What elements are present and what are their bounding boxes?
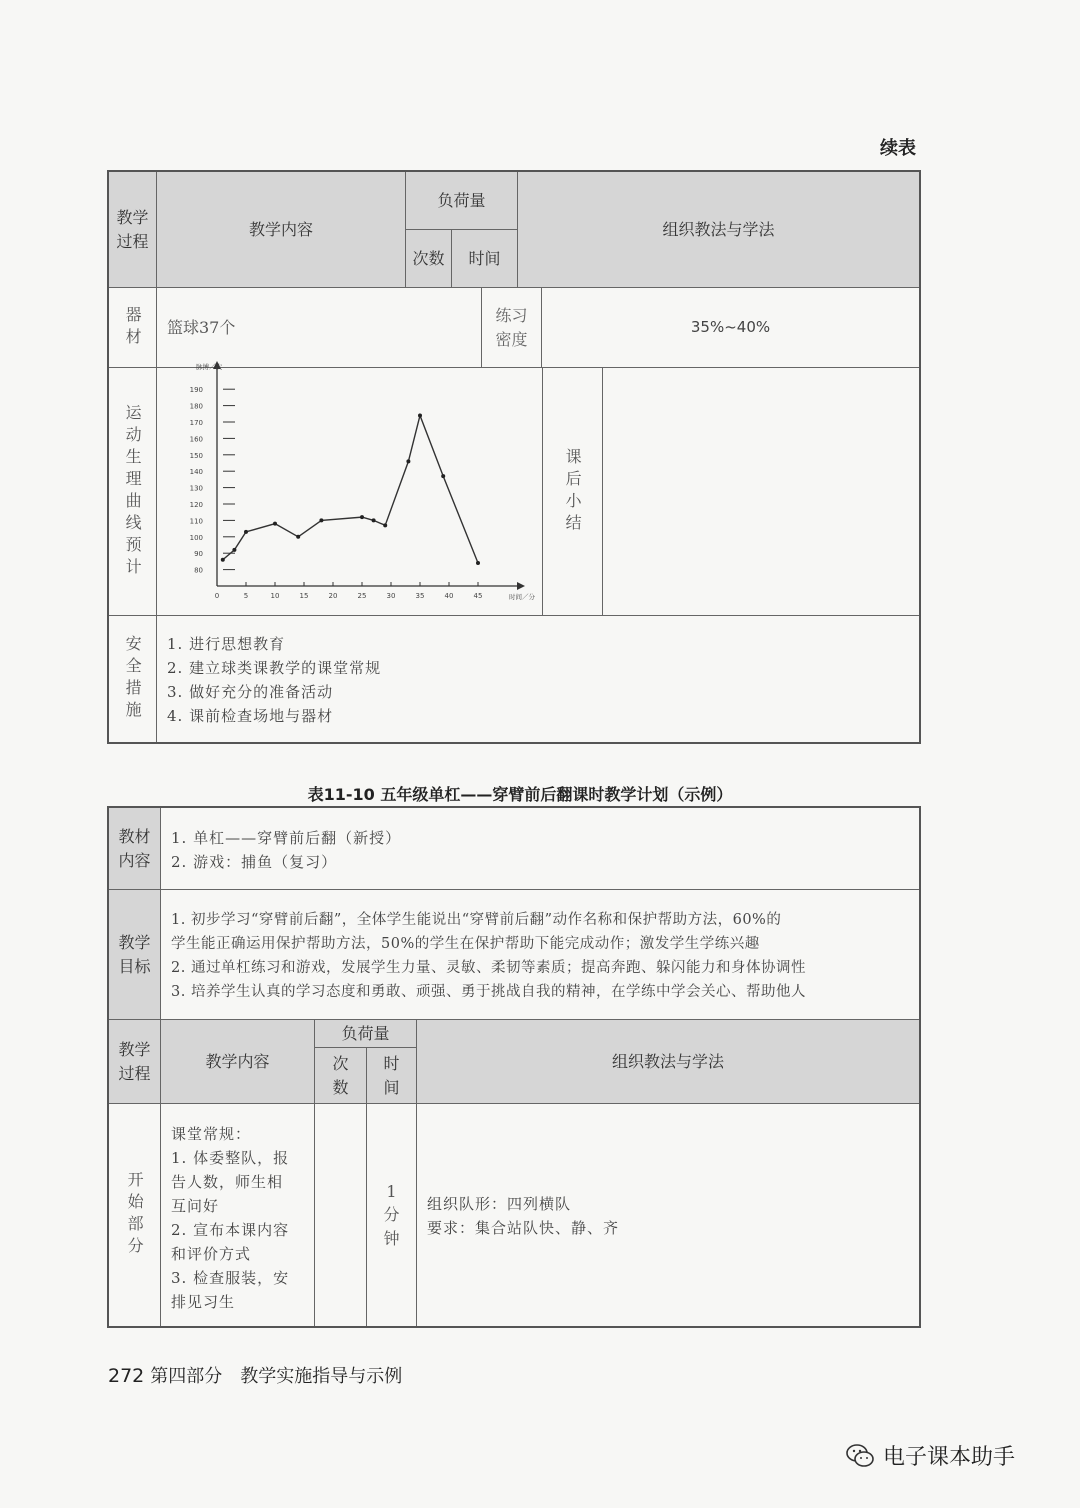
list-item: 2. 通过单杠练习和游戏，发展学生力量、灵敏、柔韧等素质；提高奔跑、躲闪能力和身体协调性 (171, 960, 806, 976)
start-content-list (171, 1122, 289, 1314)
list-item: 组织队形：四列横队 (427, 1195, 572, 1213)
header-process: 教学过程 (109, 1020, 161, 1104)
list-item: 告人数，师生相 (171, 1173, 284, 1191)
x-tick-label: 5 (243, 592, 249, 600)
start-method-list (427, 1192, 619, 1240)
data-point (441, 474, 445, 478)
heart-rate-chart (157, 363, 543, 616)
data-point (232, 548, 236, 552)
equipment-label: 器材 (109, 288, 157, 368)
equipment-value: 篮球37个 (157, 288, 482, 368)
density-value: 35%~40% (542, 288, 919, 368)
list-item: 1. 初步学习“穿臂前后翻”，全体学生能说出“穿臂前后翻”动作名称和保护帮助方法，60%的 (171, 912, 782, 928)
curve-label: 运动生理曲线预计 (109, 368, 157, 616)
header-content: 教学内容 (157, 172, 406, 288)
list-item: 1. 进行思想教育 (167, 635, 286, 653)
x-tick-label: 35 (415, 592, 425, 600)
header-process (109, 172, 157, 288)
x-tick-label: 25 (357, 592, 367, 600)
goal-list (171, 908, 806, 1004)
y-tick-label: 180 (189, 402, 203, 411)
wechat-logo-icon (845, 1443, 875, 1469)
list-item: 3. 检查服装，安 (171, 1269, 290, 1287)
list-item: 2. 游戏：捕鱼（复习） (171, 853, 338, 871)
header-duration: 时间 (452, 230, 518, 288)
safety-label: 安全措施 (109, 616, 157, 742)
list-item: 1. 体委整队，报 (171, 1149, 290, 1167)
data-point (372, 518, 376, 522)
y-tick-label: 100 (189, 533, 203, 542)
header-load: 负荷量 (406, 172, 518, 230)
material-label: 教材内容 (109, 808, 161, 890)
safety-list (167, 632, 381, 728)
start-duration: 1分钟 (367, 1104, 417, 1326)
list-item: 3. 做好充分的准备活动 (167, 683, 334, 701)
goal-label: 教学目标 (109, 890, 161, 1020)
y-tick-label: 110 (189, 517, 203, 526)
y-tick-label: 80 (194, 566, 203, 575)
data-point (273, 522, 277, 526)
summary-value (603, 368, 919, 616)
list-item: 1. 单杠——穿臂前后翻（新授） (171, 829, 402, 847)
header-process-text: 教学过程 (116, 208, 149, 251)
x-tick-label: 0 (214, 592, 220, 600)
density-label: 练习密度 (482, 288, 542, 368)
curve-chart-cell (157, 363, 543, 616)
footer-section: 第四部分 教学实施指导与示例 (150, 1366, 403, 1387)
list-item: 要求：集合站队快、静、齐 (427, 1219, 620, 1237)
x-tick-label: 20 (328, 592, 338, 600)
header-times: 次数 (406, 230, 452, 288)
data-point (406, 459, 410, 463)
material-list (171, 826, 401, 874)
x-tick-label: 10 (270, 592, 280, 600)
x-tick-label: 45 (473, 592, 483, 600)
data-point (221, 558, 225, 562)
y-tick-label: 120 (189, 501, 203, 509)
y-tick-label: 140 (189, 468, 203, 477)
page-number: 272 (108, 1365, 145, 1387)
header-times: 次数 (315, 1048, 367, 1104)
data-point (360, 515, 364, 519)
list-item: 课堂常规： (171, 1125, 252, 1143)
watermark-text: 电子课本助手 (883, 1445, 1016, 1470)
x-tick-label: 40 (444, 592, 454, 600)
x-tick-label: 30 (386, 592, 396, 600)
list-item: 4. 课前检查场地与器材 (167, 707, 334, 725)
series-line (223, 415, 478, 563)
y-tick-label: 170 (189, 419, 203, 427)
list-item: 学生能正确运用保护帮助方法，50%的学生在保护帮助下能完成动作；激发学生学练兴趣 (171, 936, 760, 952)
list-item: 和评价方式 (171, 1245, 252, 1263)
data-point (319, 518, 323, 522)
data-point (296, 535, 300, 539)
y-tick-label: 150 (189, 451, 203, 460)
list-item: 2. 宣布本课内容 (171, 1221, 290, 1239)
y-tick-label: 130 (189, 484, 203, 493)
table-continued (107, 170, 921, 744)
watermark (845, 1440, 1015, 1471)
data-point (476, 561, 480, 565)
continued-label: 续表 (880, 138, 916, 159)
start-label: 开始部分 (109, 1104, 161, 1326)
y-tick-label: 160 (189, 435, 203, 444)
x-axis-label: 时间／分 (509, 593, 535, 601)
list-item: 互问好 (171, 1197, 220, 1215)
y-tick-label: 190 (189, 386, 203, 395)
y-tick-label: 90 (194, 550, 203, 559)
x-tick-label: 15 (299, 592, 309, 600)
header-content: 教学内容 (161, 1020, 315, 1104)
x-axis-arrow (517, 582, 525, 590)
list-item: 排见习生 (171, 1293, 236, 1311)
list-item: 2. 建立球类课教学的课堂常规 (167, 659, 382, 677)
table-title: 表11-10 五年级单杠——穿臂前后翻课时教学计划（示例） (307, 785, 733, 804)
page-footer (108, 1362, 402, 1388)
header-method: 组织教法与学法 (417, 1020, 919, 1104)
list-item: 3. 培养学生认真的学习态度和勇敢、顽强、勇于挑战自我的精神，在学练中学会关心、帮助他人 (171, 984, 806, 1000)
data-point (244, 530, 248, 534)
data-point (383, 523, 387, 527)
header-duration: 时间 (367, 1048, 417, 1104)
header-method: 组织教法与学法 (518, 172, 919, 288)
summary-label: 课后小结 (543, 368, 603, 616)
header-load: 负荷量 (315, 1020, 417, 1048)
start-times (315, 1104, 367, 1326)
lesson-plan-table (107, 806, 921, 1328)
y-axis-label: 脉搏／次 (196, 363, 222, 371)
data-point (418, 413, 422, 417)
